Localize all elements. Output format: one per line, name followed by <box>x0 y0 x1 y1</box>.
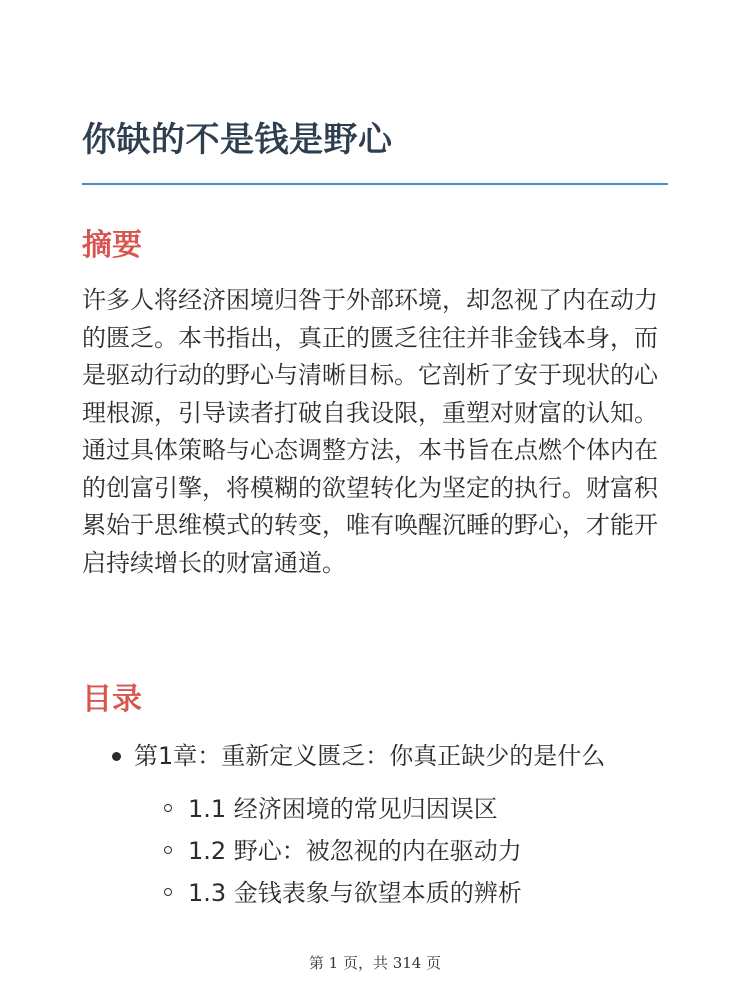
toc-section-label: 1.1 经济困境的常见归因误区 <box>188 795 498 823</box>
toc-chapter-label: 第1章：重新定义匮乏：你真正缺少的是什么 <box>134 742 606 770</box>
toc-section-label: 1.2 野心：被忽视的内在驱动力 <box>188 837 522 865</box>
toc-section-1-2[interactable] <box>82 830 682 872</box>
bullet-circle-icon <box>164 888 172 896</box>
bullet-disc-icon <box>112 752 121 761</box>
abstract-paragraph: 许多人将经济困境归咎于外部环境，却忽视了内在动力的匮乏。本书指出，真正的匮乏往往并非金钱本身，而是驱动行动的野心与清晰目标。它剖析了安于现状的心理根源，引导读者打破自我设限，重塑对财富的认知。通过具体策略与心态调整方法，本书旨在点燃个体内在的创富引擎，将模糊的欲望转化为坚定的执行。财富积累始于思维模式的转变，唯有唤醒沉睡的野心，才能开启持续增长的财富通道。 <box>82 286 658 577</box>
document-title: 你缺的不是钱是野心 <box>82 120 393 160</box>
bullet-circle-icon <box>164 804 172 812</box>
toc-chapter-1[interactable] <box>82 736 682 914</box>
title-divider <box>82 183 668 185</box>
toc-chapter-1-sections <box>134 788 682 914</box>
abstract-heading: 摘要 <box>82 228 142 263</box>
toc-heading: 目录 <box>82 682 142 717</box>
page-number-footer: 第 1 页，共 314 页 <box>308 954 442 972</box>
bullet-circle-icon <box>164 846 172 854</box>
toc-section-label: 1.3 金钱表象与欲望本质的辨析 <box>188 879 522 907</box>
table-of-contents <box>82 736 682 914</box>
toc-section-1-1[interactable] <box>82 788 682 830</box>
toc-section-1-3[interactable] <box>82 872 682 914</box>
